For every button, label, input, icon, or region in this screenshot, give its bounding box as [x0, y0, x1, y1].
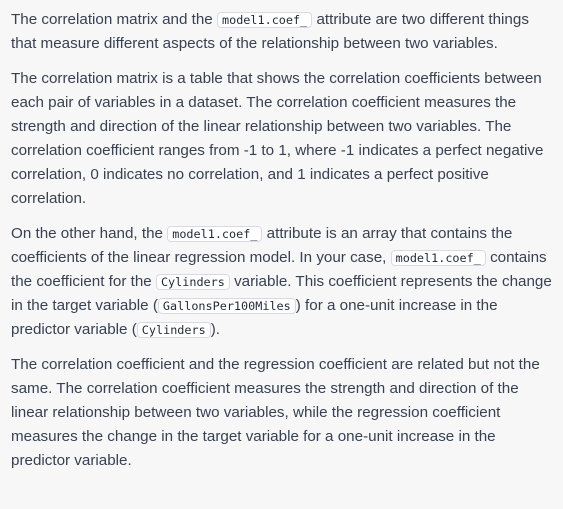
paragraph-comparison: The correlation coefficient and the regression coefficient are related but not the same. The correlation coefficient measures the strength and direction of the linear relationship between two variables, while the regression coefficient measures the change in the target variable for a one-unit increase in the predictor variable.: [11, 356, 540, 469]
text-run: variable. This coefficient represents the change in the target variable (: [11, 273, 552, 314]
inline-code-cylinders: Cylinders: [137, 322, 211, 338]
inline-code-cylinders: Cylinders: [156, 274, 230, 290]
inline-code-model-coef: model1.coef_: [167, 226, 262, 242]
text-run: The correlation matrix and the: [11, 11, 217, 28]
text-run: contains the coefficient for the: [11, 249, 547, 290]
inline-code-model-coef: model1.coef_: [217, 12, 312, 28]
inline-code-model-coef: model1.coef_: [391, 250, 486, 266]
text-run: attribute are two different things that measure different aspects of the relationship between two variables.: [11, 11, 529, 52]
text-run: On the other hand, the: [11, 225, 168, 242]
text-run: ) for a one-unit increase in the predictor variable (: [11, 297, 498, 338]
paragraph-model-coef: [11, 222, 555, 342]
text-run: attribute is an array that contains the coefficients of the linear regression model. In your case,: [11, 225, 513, 266]
text-run: ).: [210, 321, 220, 338]
inline-code-target-variable: GallonsPer100Miles: [158, 298, 296, 314]
paragraph-intro: [11, 8, 555, 56]
paragraph-correlation-matrix: The correlation matrix is a table that shows the correlation coefficients between each pair of variables in a dataset. The correlation coefficient measures the strength and direction of the linear relationship between two variables. The correlation coefficient ranges from -1 to 1, where -1 indicates a perfect negative correlation, 0 indicates no correlation, and 1 indicates a perfect positive correlation.: [11, 70, 544, 207]
